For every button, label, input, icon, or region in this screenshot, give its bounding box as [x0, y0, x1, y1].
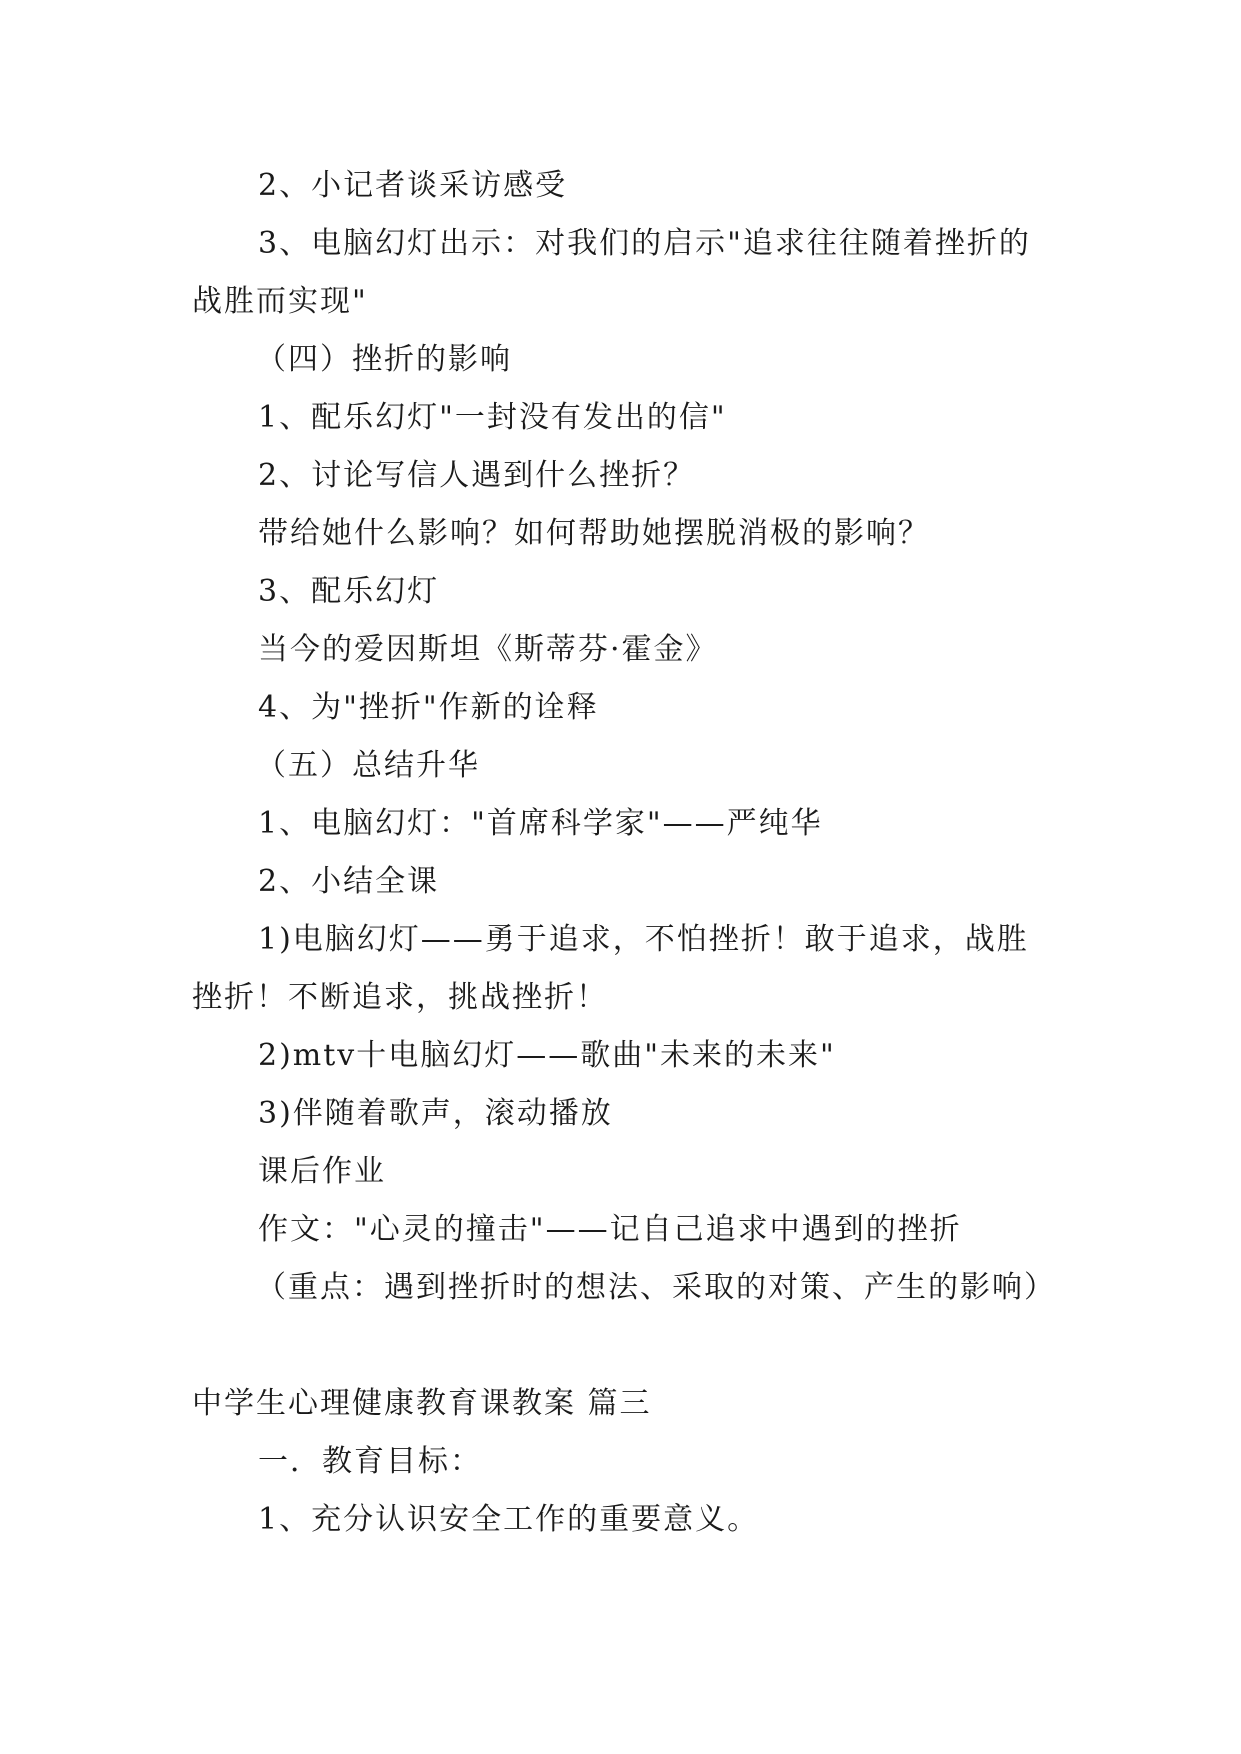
section-heading: （五）总结升华 [256, 748, 480, 783]
text-line: 带给她什么影响？如何帮助她摆脱消极的影响？ [258, 516, 930, 551]
text-line: 4、为"挫折"作新的诠释 [258, 690, 599, 725]
text-line: 课后作业 [258, 1154, 386, 1189]
text-line: 一．教育目标： [258, 1444, 482, 1479]
text-line: 2、小结全课 [258, 864, 440, 899]
text-line: 1、电脑幻灯："首席科学家"——严纯华 [258, 806, 823, 841]
text-line: 3、配乐幻灯 [258, 574, 440, 609]
text-line: 作文："心灵的撞击"——记自己追求中遇到的挫折 [258, 1212, 962, 1247]
text-line: 3)伴随着歌声，滚动播放 [258, 1096, 613, 1131]
text-line: 2、小记者谈采访感受 [258, 168, 568, 203]
text-line: 当今的爱因斯坦《斯蒂芬·霍金》 [258, 632, 718, 667]
article-heading: 中学生心理健康教育课教案 篇三 [192, 1386, 652, 1421]
text-line: 2)mtv十电脑幻灯——歌曲"未来的未来" [258, 1038, 836, 1073]
text-line: 1、配乐幻灯"一封没有发出的信" [258, 400, 727, 435]
text-line: 3、电脑幻灯出示：对我们的启示"追求往往随着挫折的 [258, 226, 1031, 261]
section-heading: （四）挫折的影响 [256, 342, 512, 377]
text-line: 战胜而实现" [192, 284, 368, 319]
text-line: （重点：遇到挫折时的想法、采取的对策、产生的影响） [256, 1270, 1056, 1305]
text-line: 2、讨论写信人遇到什么挫折？ [258, 458, 696, 493]
text-line: 1、充分认识安全工作的重要意义。 [258, 1502, 760, 1537]
text-line: 挫折！不断追求，挑战挫折！ [192, 980, 608, 1015]
text-line: 1)电脑幻灯——勇于追求，不怕挫折！敢于追求，战胜 [258, 922, 1029, 957]
